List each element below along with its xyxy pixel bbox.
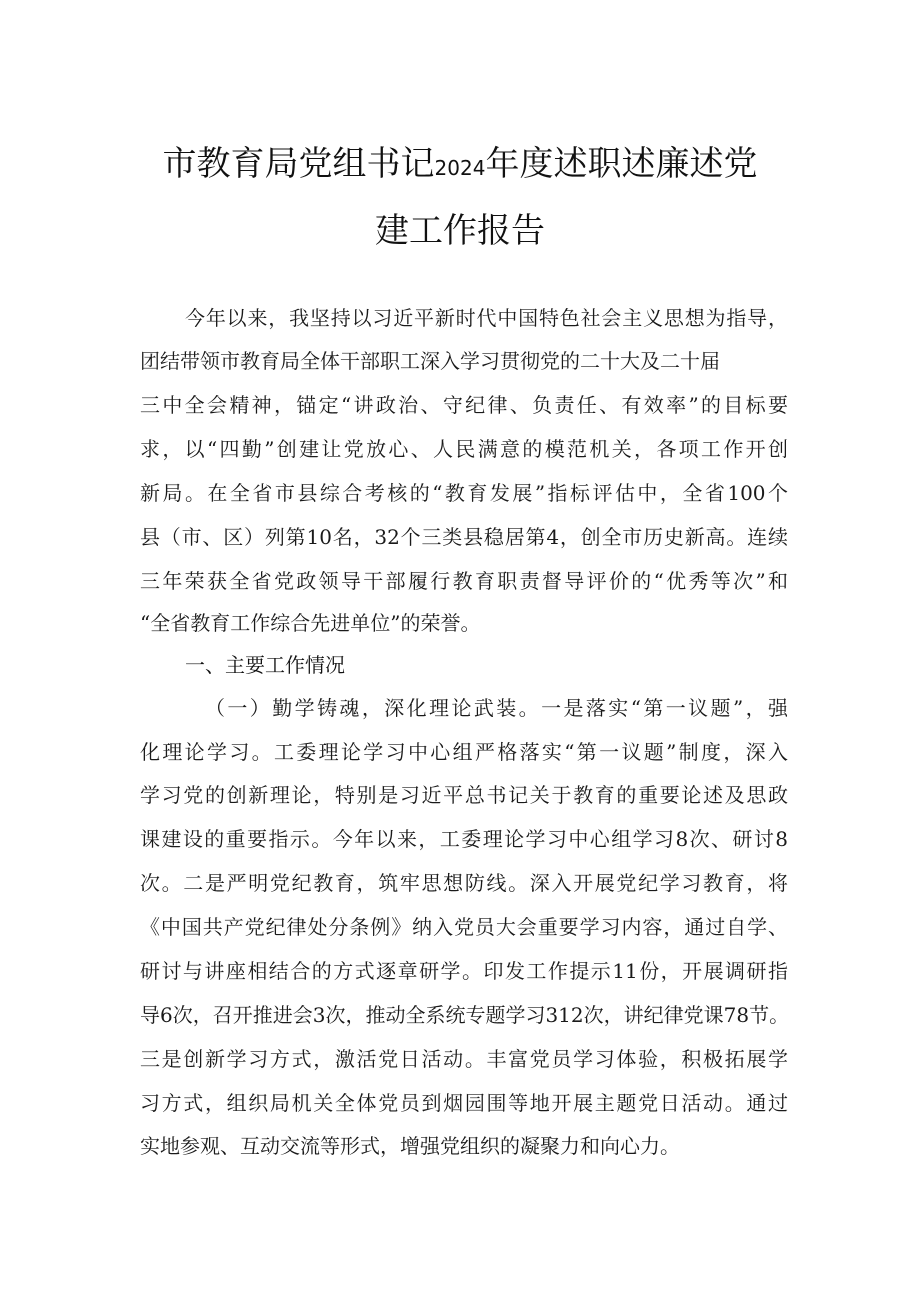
section-heading: 一、主要工作情况	[185, 653, 345, 677]
intro-line-5: 新局。在全省市县综合考核的“教育发展”指标评估中，全省100个	[140, 481, 788, 505]
intro-line-4: 求，以“四勤”创建让党放心、人民满意的模范机关，各项工作开创	[140, 437, 788, 461]
intro-line-2: 团结带领市教育局全体干部职工深入学习贯彻党的二十大及二十届	[140, 349, 720, 373]
document-title-line-1	[0, 136, 920, 185]
section-line-8: 导6次，召开推进会3次，推动全系统专题学习312次，讲纪律党课78节。	[140, 1003, 790, 1027]
intro-line-3: 三中全会精神，锚定“讲政治、守纪律、负责任、有效率”的目标要	[140, 393, 788, 417]
title-part-1: 市教育局党组书记	[162, 144, 435, 184]
title-year: 2024	[434, 156, 486, 180]
intro-line-6: 县（市、区）列第10名，32个三类县稳居第4，创全市历史新高。连续	[140, 525, 788, 549]
section-line-9: 三是创新学习方式，激活党日活动。丰富党员学习体验，积极拓展学	[140, 1047, 788, 1071]
section-line-11: 实地参观、互动交流等形式，增强党组织的凝聚力和向心力。	[140, 1134, 680, 1158]
section-line-5: 次。二是严明党纪教育，筑牢思想防线。深入开展党纪学习教育，将	[140, 871, 788, 895]
intro-line-1: 今年以来，我坚持以习近平新时代中国特色社会主义思想为指导，	[185, 306, 788, 330]
section-line-1: （一）勤学铸魂，深化理论武装。一是落实“第一议题”，强	[205, 696, 788, 720]
section-line-4: 课建设的重要指示。今年以来，工委理论学习中心组学习8次、研讨8	[140, 827, 788, 851]
section-line-3: 学习党的创新理论，特别是习近平总书记关于教育的重要论述及思政	[140, 783, 788, 807]
title-part-2: 年度述职述廉述党	[485, 144, 758, 184]
section-line-2: 化理论学习。工委理论学习中心组严格落实“第一议题”制度，深入	[140, 740, 788, 764]
section-line-6: 《中国共产党纪律处分条例》纳入党员大会重要学习内容，通过自学、	[140, 915, 788, 939]
intro-line-8: “全省教育工作综合先进单位”的荣誉。	[140, 611, 481, 635]
intro-line-7: 三年荣获全省党政领导干部履行教育职责督导评价的“优秀等次”和	[140, 569, 788, 593]
section-line-10: 习方式，组织局机关全体党员到烟园围等地开展主题党日活动。通过	[140, 1091, 788, 1115]
section-line-7: 研讨与讲座相结合的方式逐章研学。印发工作提示11份，开展调研指	[140, 959, 788, 983]
document-title-line-2: 建工作报告	[375, 211, 545, 251]
